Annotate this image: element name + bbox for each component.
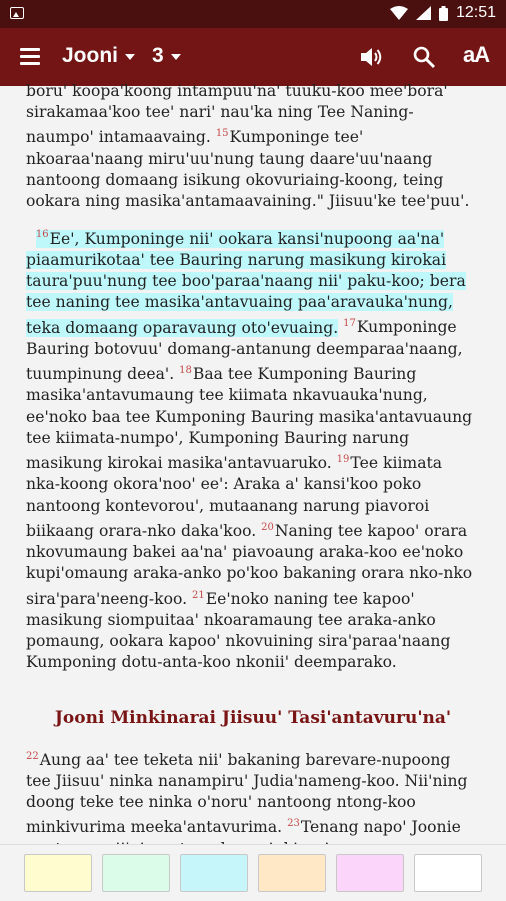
text-size-label: aA — [463, 42, 490, 67]
gallery-notification-icon — [10, 7, 24, 19]
paragraph — [26, 81, 480, 212]
verse-number[interactable]: 17 — [343, 318, 356, 330]
text-size-icon[interactable] — [463, 42, 489, 68]
verse-text: Ee', Kumponinge nii' ookara kansi'nupoong aa'na' piaamurikotaa' tee Bauring narung masikung kirokai taura'puu'nung tee boo'paraa'naang nii' paku-koo; — [26, 229, 447, 290]
verse-text: bera tee naning tee masika'antavuaing paa'aravauka'nung, teka domaang oparavaung oto'evuaing. — [26, 272, 466, 337]
verse-number[interactable]: 22 — [26, 750, 39, 762]
battery-icon — [439, 6, 448, 21]
status-time: 12:51 — [455, 4, 496, 21]
verse-number[interactable]: 18 — [179, 365, 192, 376]
verse-text[interactable]: Aung aa' tee teketa nii' bakaning barevare-nupoong tee Jiisuu' ninka nanampiru' Judia'nameng-koo. Nii'ning doong teke tee ninka o'noru' nantoong ntong-koo minkivurima meeka'antavurima. — [26, 750, 468, 837]
swatch-green[interactable] — [102, 854, 170, 892]
chapter-number: 3 — [152, 44, 164, 67]
chevron-down-icon — [171, 54, 181, 60]
scripture-content[interactable] — [0, 82, 506, 844]
book-selector[interactable] — [62, 44, 135, 68]
wifi-icon — [390, 6, 408, 20]
verse-text: boru' koopa'koong intampuu'na' tuuku-koo mee'bora' sirakamaa'koo tee' nari' nau'ka ning Tee Naning-naumpo' intamaavaing. — [26, 82, 448, 147]
swatch-pink[interactable] — [336, 854, 404, 892]
chapter-selector[interactable] — [152, 44, 181, 68]
status-right — [390, 4, 496, 22]
menu-icon[interactable] — [20, 48, 40, 64]
verse-number[interactable]: 15 — [215, 128, 229, 140]
paragraph — [26, 224, 480, 673]
verse-text[interactable]: Tee kiimata nka-koong okora'noo' ee': Araka a' kansi'koo poko nantoong kontevorou', mutaanang narung piavoroi biikaang orara-nko daka'koo. — [26, 454, 443, 540]
book-name: Jooni — [62, 44, 118, 67]
highlight-color-bar — [0, 844, 506, 901]
speaker-icon[interactable] — [360, 46, 384, 68]
swatch-white[interactable] — [414, 854, 482, 892]
verse-number: 16 — [35, 229, 49, 241]
verse-text[interactable]: Naning tee kapoo' orara nkovumaung bakei aa'na' piavoaung araka-koo ee'noko kupi'omaung araka-anko po'koo bakaning orara nko-nko sira'para'neeng-koo. — [26, 521, 473, 608]
status-bar — [0, 0, 506, 28]
verse-text[interactable]: Baa tee Kumponing Bauring masika'antavumaung tee kiimata nkavuauka'nung, ee'noko baa tee Kumponing Bauring masika'antavuaung tee kiimata-numpo', Kumponing Bauring narung masikung kirokai masika'antavuaruko. — [26, 365, 473, 473]
verse-number[interactable]: 23 — [287, 818, 300, 830]
verse-number[interactable]: 20 — [261, 521, 274, 533]
chevron-down-icon — [125, 54, 135, 60]
verse-number[interactable]: 21 — [192, 589, 205, 601]
signal-icon — [416, 6, 431, 20]
verse-text[interactable]: Tenang napo' Joonie — [300, 818, 461, 837]
swatch-cyan[interactable] — [180, 854, 248, 892]
verse-number[interactable]: 19 — [336, 454, 350, 465]
verse-text[interactable]: Ee'noko naning tee kapoo' masikung siompuitaa' nkoaramaung tee araka-anko pomaung, ookara kapoo' nkovuining sira'paraa'naang Kumponing dotu-anta-koo nkonii' deemparako. — [26, 589, 451, 672]
verse-text[interactable]: Kumponinge tee' nkoaraa'naang miru'uu'nung taung daare'uu'naang nantoong domaang isikung okovuriaing-koong, teing ookara ning masika'antamaavaining." Jiisuu'ke tee'puu'. — [26, 128, 470, 211]
swatch-yellow[interactable] — [24, 854, 92, 892]
app-bar — [0, 28, 506, 86]
section-heading: Jooni Minkinarai Jiisuu' Tasi'antavuru'na' — [54, 707, 452, 728]
verse-text[interactable]: Kumponinge Bauring botovuu' domang-antanung deemparaa'naang, tuumpinung deea'. — [26, 318, 463, 384]
search-icon[interactable] — [412, 45, 436, 69]
swatch-orange[interactable] — [258, 854, 326, 892]
